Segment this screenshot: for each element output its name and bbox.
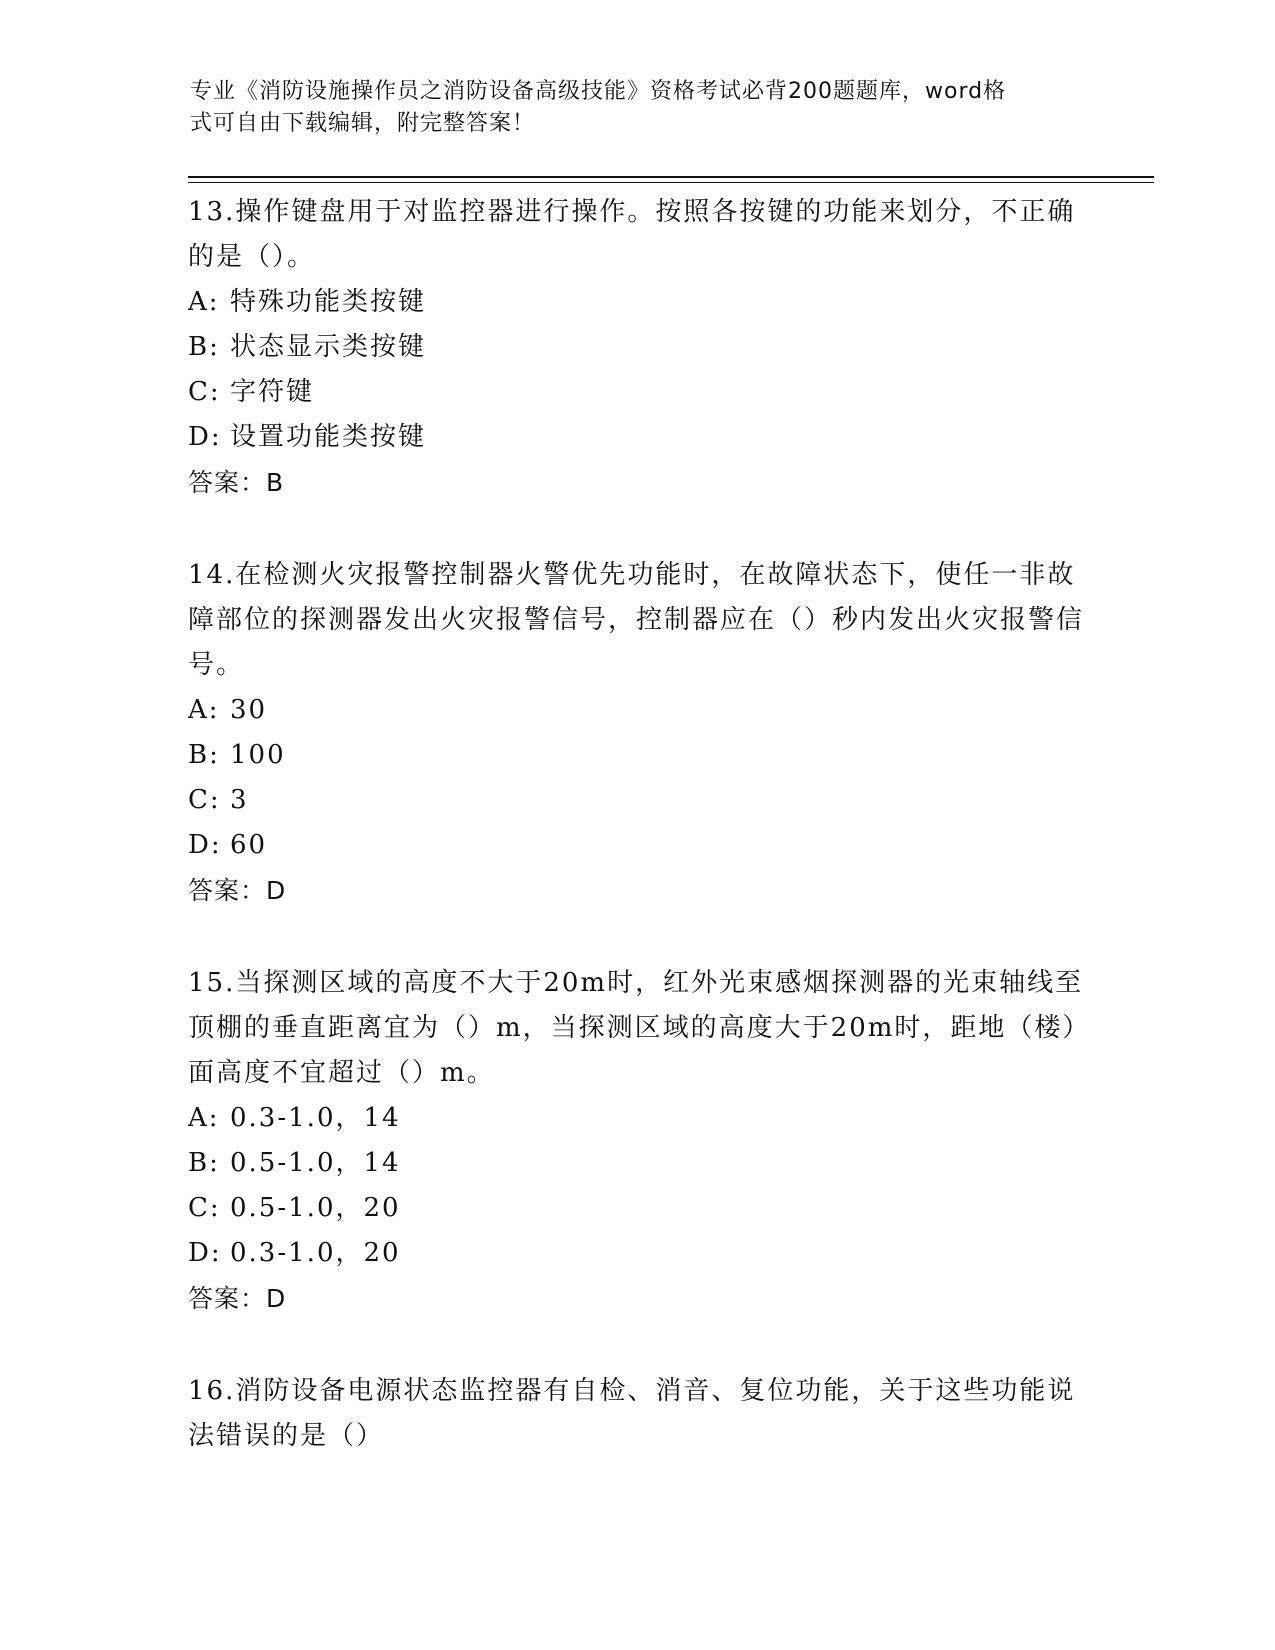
question-stem: 13.操作键盘用于对监控器进行操作。按照各按键的功能来划分，不正确的是（）。 [188, 197, 1076, 272]
option-b [188, 325, 1088, 370]
question-15 [188, 961, 1088, 1321]
option-d [188, 823, 1088, 868]
header-line-2: 式可自由下载编辑，附完整答案！ [190, 111, 536, 136]
option-b [188, 733, 1088, 778]
option-text: 100 [230, 740, 286, 770]
option-letter: D: [188, 422, 222, 452]
header-divider-thick [188, 176, 1154, 178]
question-14 [188, 553, 1088, 913]
question-stem: 15.当探测区域的高度不大于20m时，红外光束感烟探测器的光束轴线至顶棚的垂直距离宜为（）m，当探测区域的高度大于20m时，距地（楼）面高度不宜超过（）m。 [188, 968, 1084, 1088]
option-b [188, 1141, 1088, 1186]
answer-line: 答案：B [188, 468, 285, 497]
option-letter: D: [188, 1238, 222, 1268]
option-text: 字符键 [230, 377, 315, 407]
option-a [188, 688, 1088, 733]
option-a [188, 280, 1088, 325]
option-text: 0.3-1.0，20 [230, 1238, 401, 1268]
option-letter: A: [188, 1103, 220, 1133]
question-list [188, 190, 1088, 1459]
option-letter: D: [188, 830, 222, 860]
option-text: 60 [230, 830, 268, 860]
header-divider-thin [188, 182, 1154, 183]
option-text: 0.3-1.0，14 [230, 1103, 401, 1133]
question-stem: 14.在检测火灾报警控制器火警优先功能时，在故障状态下，使任一非故障部位的探测器发出火灾报警信号，控制器应在（）秒内发出火灾报警信号。 [188, 560, 1085, 680]
question-stem: 16.消防设备电源状态监控器有自检、消音、复位功能，关于这些功能说法错误的是（） [188, 1376, 1076, 1451]
document-header [190, 76, 1080, 140]
option-text: 30 [230, 695, 268, 725]
option-text: 设置功能类按键 [230, 422, 427, 452]
option-text: 0.5-1.0，20 [230, 1193, 401, 1223]
option-letter: B: [188, 1148, 220, 1178]
option-letter: C: [188, 1193, 221, 1223]
option-text: 特殊功能类按键 [230, 287, 427, 317]
option-letter: B: [188, 740, 220, 770]
option-letter: C: [188, 377, 221, 407]
option-text: 0.5-1.0，14 [230, 1148, 401, 1178]
option-text: 状态显示类按键 [230, 332, 427, 362]
option-d [188, 415, 1088, 460]
option-text: 3 [230, 785, 249, 815]
answer-line: 答案：D [188, 876, 287, 905]
option-a [188, 1096, 1088, 1141]
option-c [188, 1186, 1088, 1231]
option-c [188, 370, 1088, 415]
question-16 [188, 1369, 1088, 1459]
option-letter: B: [188, 332, 220, 362]
option-d [188, 1231, 1088, 1276]
answer-line: 答案：D [188, 1284, 287, 1313]
option-letter: A: [188, 287, 220, 317]
option-letter: A: [188, 695, 220, 725]
option-c [188, 778, 1088, 823]
option-letter: C: [188, 785, 221, 815]
question-13 [188, 190, 1088, 505]
header-line-1: 专业《消防设施操作员之消防设备高级技能》资格考试必背200题题库，word格 [190, 79, 1007, 104]
